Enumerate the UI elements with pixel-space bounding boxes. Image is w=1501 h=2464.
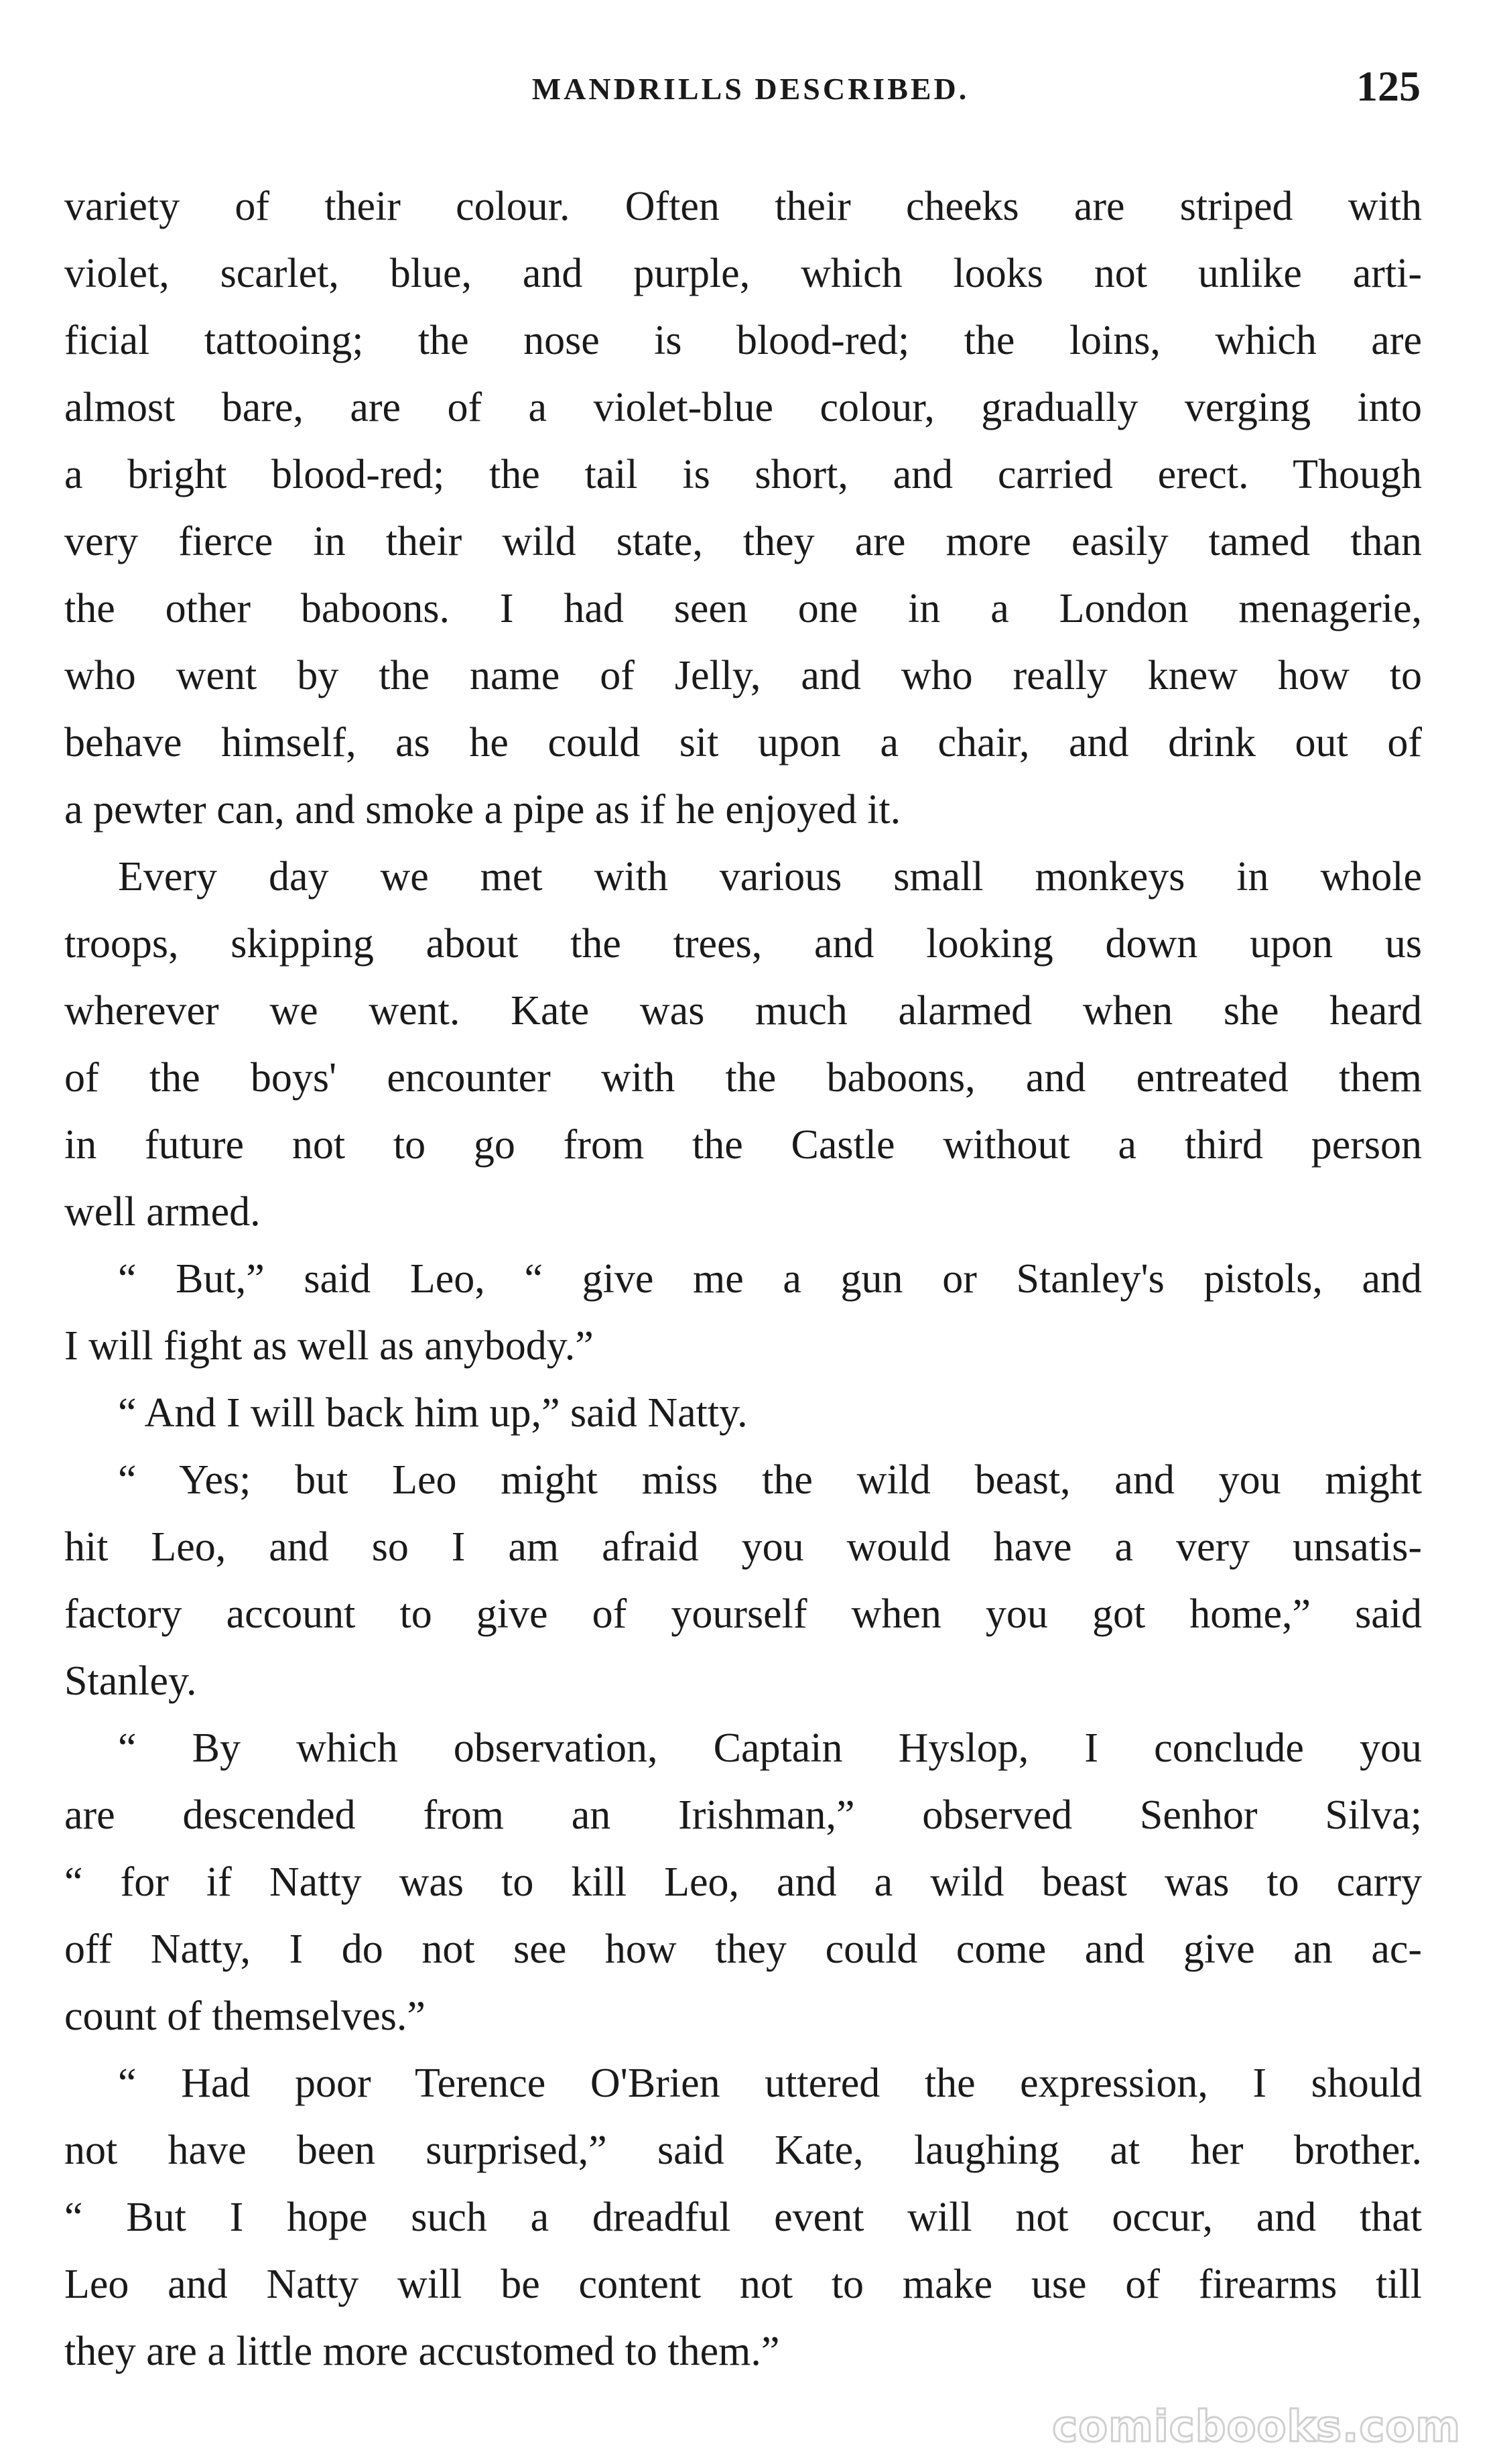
text-line: “ And I will back him up,” said Natty.: [118, 1390, 748, 1436]
running-head: MANDRILLS DESCRIBED.: [531, 72, 970, 106]
text-line: of the boys' encounter with the baboons, and entreated them: [64, 1055, 1422, 1101]
text-line: variety of their colour. Often their cheeks are striped with: [64, 184, 1422, 229]
text-line: almost bare, are of a violet-blue colour, gradually verging into: [64, 385, 1422, 430]
text-line: count of themselves.”: [64, 1993, 426, 2039]
text-line: Every day we met with various small monkeys in whole: [118, 854, 1422, 900]
text-line: they are a little more accustomed to them.”: [64, 2329, 780, 2374]
text-line: well armed.: [64, 1189, 261, 1235]
text-line: violet, scarlet, blue, and purple, which looks not unlike arti-: [64, 251, 1422, 296]
text-line: Leo and Natty will be content not to make use of firearms till: [64, 2262, 1422, 2307]
text-line: not have been surprised,” said Kate, laughing at her brother.: [64, 2128, 1422, 2173]
text-line: in future not to go from the Castle without a third person: [64, 1122, 1422, 1168]
text-line: ficial tattooing; the nose is blood-red; the loins, which are: [64, 318, 1422, 363]
page-header: [67, 62, 1434, 122]
text-line: I will fight as well as anybody.”: [64, 1323, 594, 1369]
text-line: wherever we went. Kate was much alarmed when she heard: [64, 988, 1422, 1034]
text-line: the other baboons. I had seen one in a London menagerie,: [64, 586, 1422, 631]
text-line: “ But I hope such a dreadful event will not occur, and that: [64, 2195, 1422, 2240]
text-line: are descended from an Irishman,” observed Senhor Silva;: [64, 1792, 1422, 1838]
text-line: “ But,” said Leo, “ give me a gun or Stanley's pistols, and: [118, 1256, 1422, 1302]
watermark: comicbooks.com: [1052, 2402, 1461, 2452]
page-number: 125: [1356, 62, 1421, 110]
text-line: “ Yes; but Leo might miss the wild beast, and you might: [118, 1457, 1422, 1503]
text-line: factory account to give of yourself when you got home,” said: [64, 1591, 1422, 1637]
text-line: a bright blood-red; the tail is short, and carried erect. Though: [64, 452, 1422, 497]
text-line: behave himself, as he could sit upon a chair, and drink out of: [64, 720, 1422, 765]
text-line: who went by the name of Jelly, and who really knew how to: [64, 653, 1422, 698]
text-line: “ for if Natty was to kill Leo, and a wild beast was to carry: [64, 1859, 1422, 1905]
text-line: “ By which observation, Captain Hyslop, I conclude you: [118, 1725, 1422, 1771]
text-line: hit Leo, and so I am afraid you would have a very unsatis-: [64, 1524, 1422, 1570]
text-line: a pewter can, and smoke a pipe as if he enjoyed it.: [64, 787, 901, 833]
text-line: troops, skipping about the trees, and looking down upon us: [64, 921, 1422, 967]
text-line: off Natty, I do not see how they could come and give an ac-: [64, 1926, 1422, 1972]
text-line: “ Had poor Terence O'Brien uttered the expression, I should: [118, 2060, 1422, 2106]
text-line: Stanley.: [64, 1658, 197, 1704]
body-text: [64, 173, 1422, 2385]
text-line: very fierce in their wild state, they are more easily tamed than: [64, 519, 1422, 564]
